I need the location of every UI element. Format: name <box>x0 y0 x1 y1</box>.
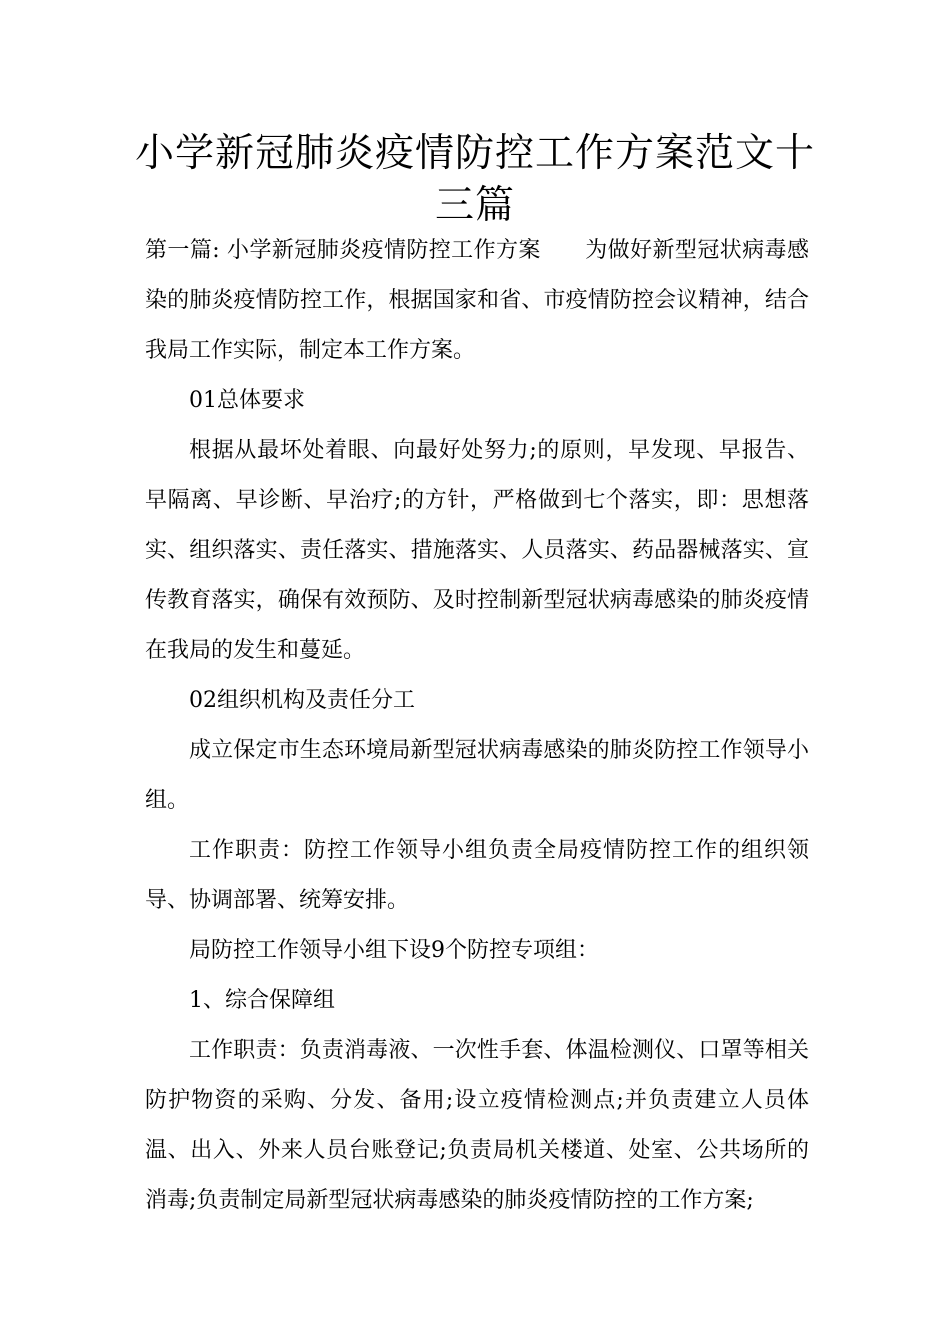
paragraph-special-groups: 局防控工作领导小组下设9个防控专项组： <box>189 938 599 963</box>
intro-heading: 第一篇: 小学新冠肺炎疫情防控工作方案 <box>145 238 541 263</box>
section-heading-general-requirements: 01总体要求 <box>189 388 305 413</box>
item-heading-comprehensive-support: 1、综合保障组 <box>189 988 335 1013</box>
paragraph-group-duties: 工作职责：防控工作领导小组负责全局疫情防控工作的组织领导、协调部署、统筹安排。 <box>145 838 809 913</box>
intro-paragraph <box>145 226 809 376</box>
paragraph-leading-group: 成立保定市生态环境局新型冠状病毒感染的肺炎防控工作领导小组。 <box>145 738 809 813</box>
document-title: 小学新冠肺炎疫情防控工作方案范文十三篇 <box>134 131 815 228</box>
document-body <box>145 226 809 1226</box>
paragraph-support-duties: 工作职责：负责消毒液、一次性手套、体温检测仪、口罩等相关防护物资的采购、分发、备用;设立疫情检测点;并负责建立人员体温、出入、外来人员台账登记;负责局机关楼道、处室、公共场所的消毒;负责制定局新型冠状病毒感染的肺炎疫情防控的工作方案; <box>145 1038 809 1213</box>
intro-text: 为做好新型冠状病毒感染的肺炎疫情防控工作，根据国家和省、市疫情防控会议精神，结合我局工作实际，制定本工作方案。 <box>145 238 809 363</box>
section-heading-organization: 02组织机构及责任分工 <box>189 688 415 713</box>
paragraph-principles: 根据从最坏处着眼、向最好处努力;的原则，早发现、早报告、早隔离、早诊断、早治疗;的方针，严格做到七个落实，即：思想落实、组织落实、责任落实、措施落实、人员落实、药品器械落实、宣传教育落实，确保有效预防、及时控制新型冠状病毒感染的肺炎疫情在我局的发生和蔓延。 <box>145 438 809 663</box>
